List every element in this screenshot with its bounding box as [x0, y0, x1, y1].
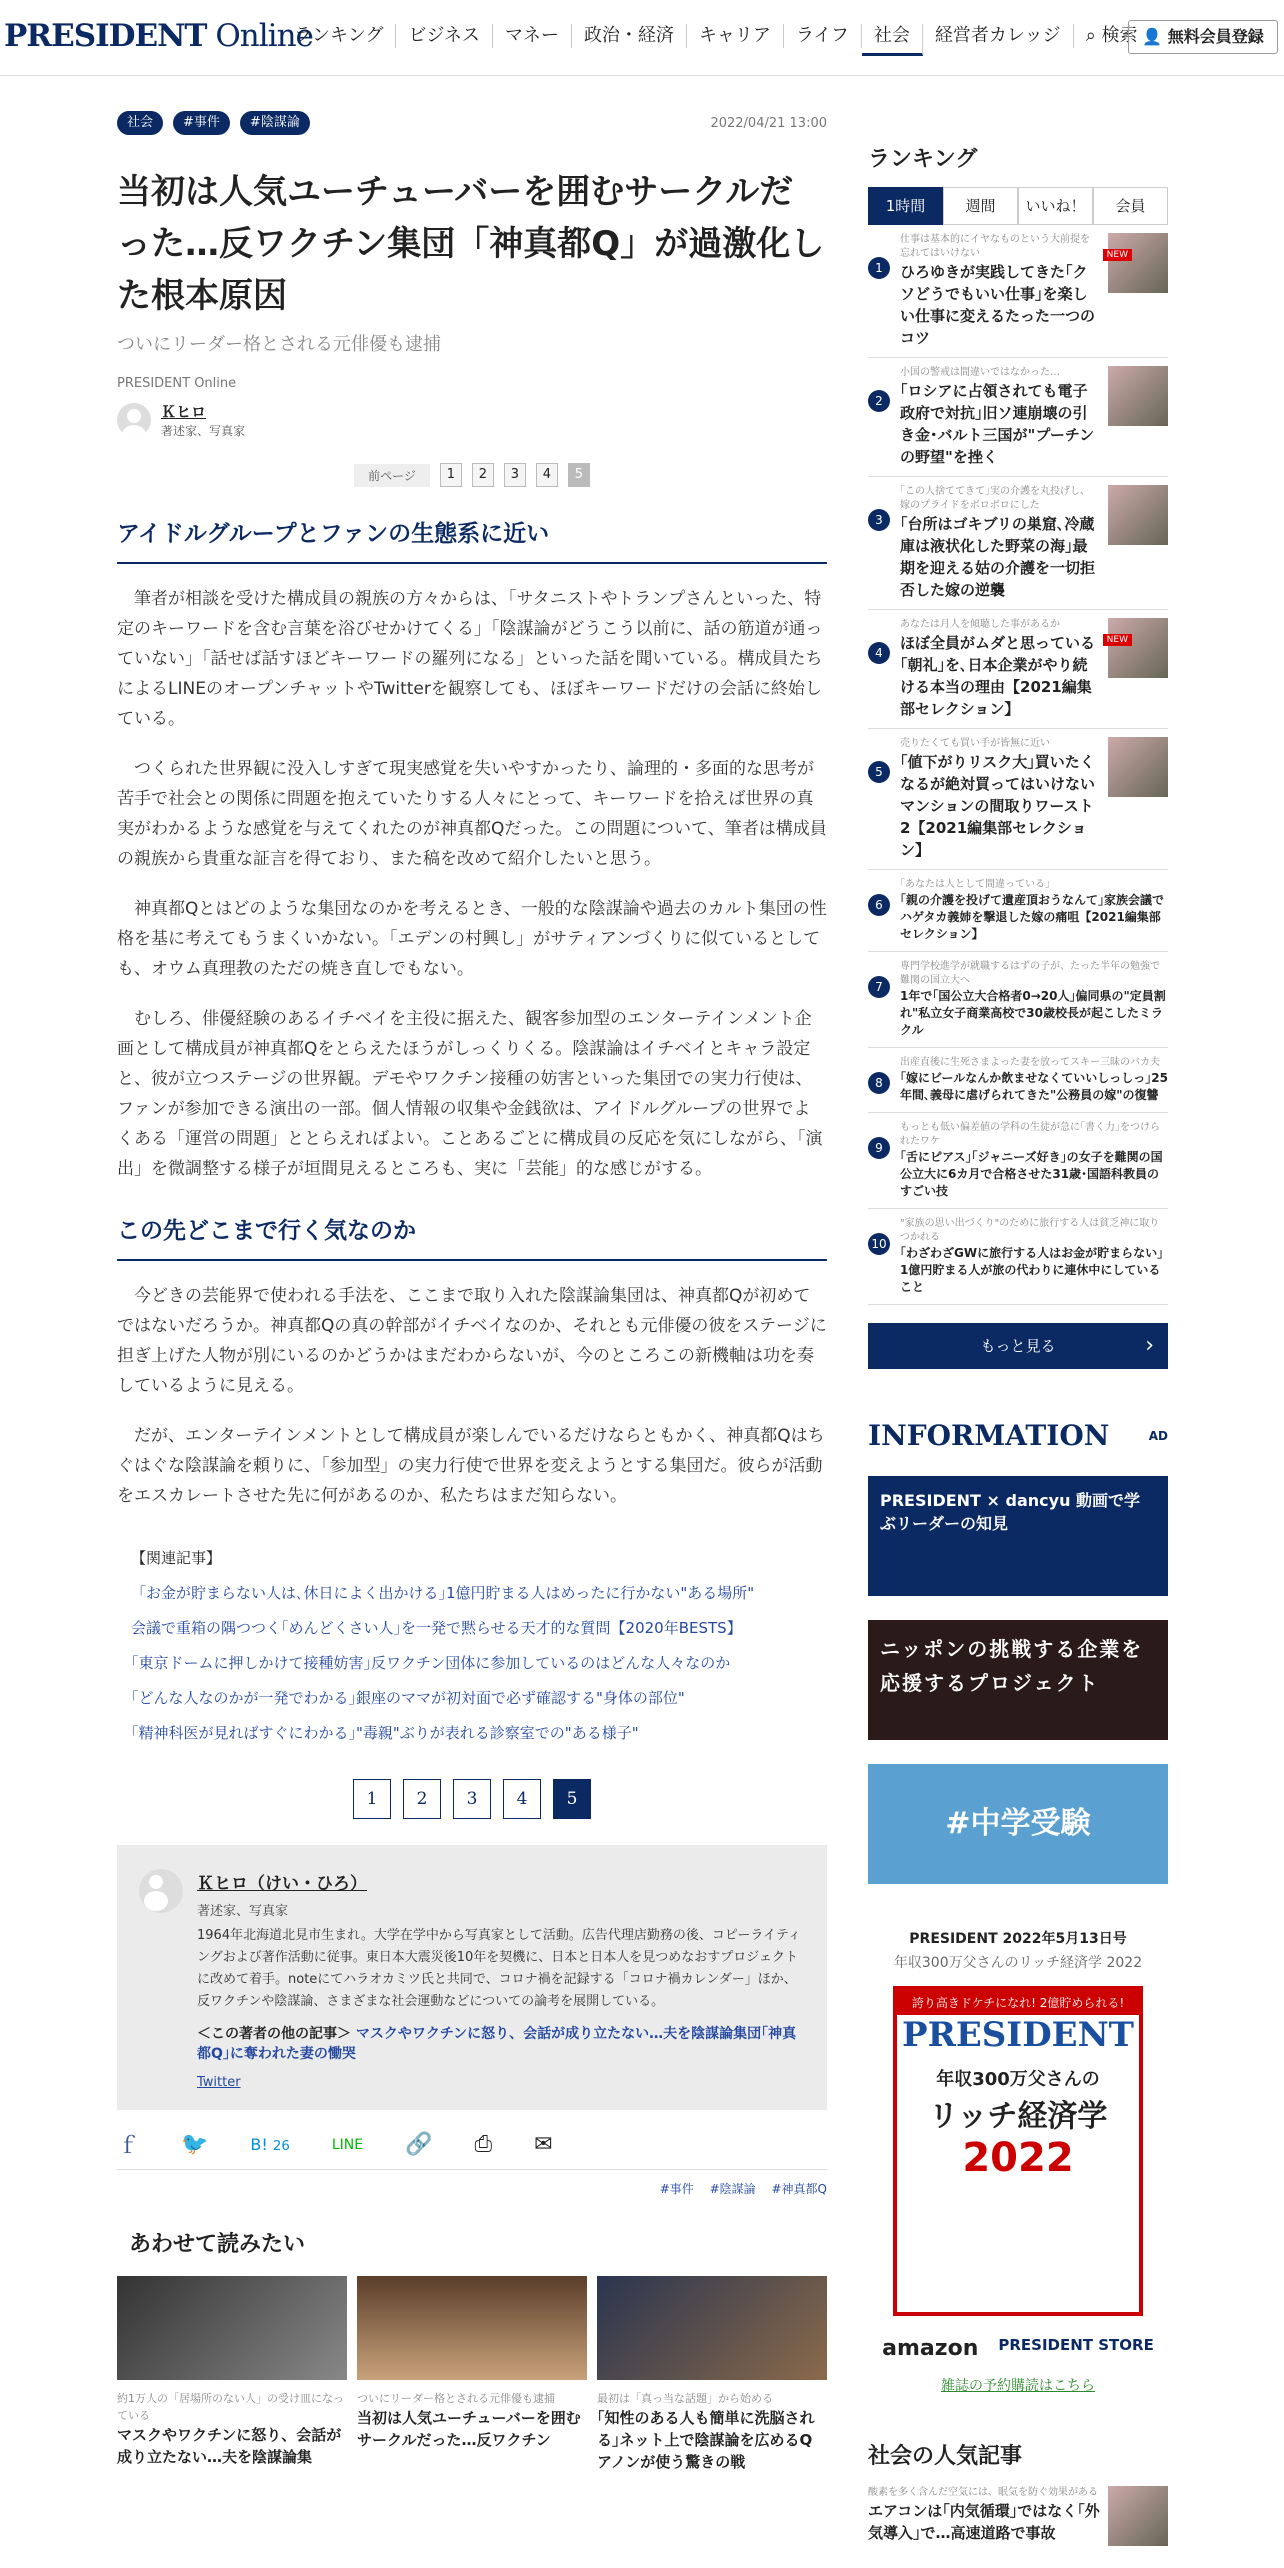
- article-card[interactable]: [597, 2276, 827, 2473]
- related-heading: 【関連記事】: [131, 1549, 222, 1567]
- pager-top: [117, 463, 827, 487]
- nav-politics[interactable]: 政治・経済: [572, 24, 687, 48]
- social-lead: 酸素を多く含んだ空気には、眠気を防ぐ効果がある: [868, 2487, 1098, 2498]
- paragraph: 神真都Qとはどのような集団なのかを考えるとき、一般的な陰謀論や過去のカルト集団の性格を基に考えてもうまくいかない。「エデンの村興し」がサティアンづくりに似ているとしても、オウム真理教のただの焼き直しでもない。: [117, 899, 827, 979]
- rank-title: ｢ロシアに占領されても電子政府で対抗｣旧ソ連崩壊の引き金･バルト三国が"プーチンの野望"を挫く: [900, 382, 1095, 466]
- ranking-tabs: [868, 187, 1168, 225]
- page-2[interactable]: 2: [472, 463, 494, 487]
- ranking-item[interactable]: [868, 1048, 1168, 1113]
- store-links: [868, 2336, 1168, 2361]
- card-image: [597, 2276, 827, 2380]
- page-3[interactable]: 3: [504, 463, 526, 487]
- rank-lead: 小国の警戒は間違いではなかった…: [900, 367, 1060, 378]
- rank-lead: ｢この人捨ててきて｣実の介護を丸投げし、嫁のプライドをボロボロにした: [900, 486, 1090, 511]
- rank-lead: 仕事は基本的にイヤなものという大前提を忘れてはいけない: [900, 234, 1090, 259]
- nav-career[interactable]: キャリア: [687, 24, 784, 48]
- article-source: PRESIDENT Online: [117, 376, 237, 391]
- rank-lead: "家族の思い出づくり"のために旅行する人は貧乏神に取りつかれる: [900, 1218, 1160, 1243]
- ranking-item[interactable]: [868, 225, 1168, 358]
- author-role: 著述家、写真家: [161, 424, 246, 438]
- ad-label: AD: [1148, 1429, 1168, 1443]
- card-lead: ついにリーダー格とされる元俳優も逮捕: [357, 2392, 555, 2405]
- paragraph: だが、エンターテインメントとして構成員が楽しんでいるだけならともかく、神真都Qはちぐはぐな陰謀論を頼りに、「参加型」の実力行使で世界を変えようとする集団だ。彼らが活動をエスカレートさせた先に何があるのか、私たちはまだ知らない。: [117, 1426, 825, 1506]
- facebook-icon[interactable]: ｆ: [117, 2134, 140, 2159]
- related-link[interactable]: ｢精神科医が見ればすぐにわかる｣"毒親"ぶりが表れる診察室での"ある様子": [131, 1724, 639, 1742]
- section-heading: この先どこまで行く気なのか: [117, 1212, 827, 1261]
- hatena-icon[interactable]: B! 26: [250, 2135, 290, 2154]
- rank-lead: あなたは月人を傾聴した事があるか: [900, 619, 1060, 630]
- rank-number: 3: [868, 509, 890, 531]
- rank-number: 4: [868, 642, 890, 664]
- avatar: [139, 1869, 183, 1913]
- rank-title: ｢嫁にビールなんか飲ませなくていいしっしっ｣25年間､義母に虐げられてきた"公務員の嫁"の復讐: [900, 1071, 1168, 1102]
- paragraph: つくられた世界観に没入しすぎて現実感覚を失いやすかったり、論理的・多面的な思考が苦手で社会との関係に問題を抱えていたりする人々にとって、キーワードを拾えば世界の真実がわかるような感覚を与えてくれたのが神真都Qだった。この問題について、筆者は構成員の親族から貴重な証言を得ており、また稿を改めて紹介したいと思う。: [117, 759, 827, 869]
- rank-lead: 専門学校進学が就職するはずの子が、たった半年の勉強で難関の国立大へ: [900, 961, 1160, 986]
- ranking-item[interactable]: [868, 870, 1168, 952]
- avatar: [117, 403, 151, 437]
- rank-number: 5: [868, 761, 890, 783]
- profile-more-label: ＜この著者の他の記事＞: [197, 2026, 356, 2042]
- section-heading: アイドルグループとファンの生態系に近い: [117, 515, 827, 564]
- rank-thumbnail: [1108, 737, 1168, 797]
- rank-number: 9: [868, 1137, 890, 1159]
- card-image: [117, 2276, 347, 2380]
- related-link[interactable]: ｢どんな人なのかが一発でわかる｣銀座のママが初対面で必ず確認する"身体の部位": [131, 1689, 685, 1707]
- mail-icon[interactable]: ✉: [534, 2132, 553, 2157]
- card-lead: 約1万人の「居場所のない人」の受け皿になっている: [117, 2392, 344, 2422]
- new-badge: NEW: [1103, 634, 1132, 646]
- rank-lead: もっとも低い偏差値の学科の生徒が急に｢書く力｣をつけられたワケ: [900, 1122, 1160, 1147]
- also-read-heading: あわせて読みたい: [129, 2232, 306, 2257]
- ranking-item[interactable]: [868, 952, 1168, 1048]
- rank-lead: 売りたくても買い手が皆無に近い: [900, 738, 1050, 749]
- ranking-list: [868, 225, 1168, 1305]
- link-icon[interactable]: 🔗: [405, 2132, 433, 2157]
- related-link[interactable]: 会議で重箱の隅つつく｢めんどくさい人｣を一発で黙らせる天才的な質問【2020年BESTS】: [131, 1619, 742, 1637]
- rank-lead: 出産直後に生死さまよった妻を放ってスキー三昧のバカ夫: [900, 1057, 1160, 1068]
- site-header: [0, 0, 1284, 76]
- rank-number: 8: [868, 1072, 890, 1094]
- page-3[interactable]: 3: [453, 1779, 491, 1819]
- signup-button[interactable]: 👤 無料会員登録: [1128, 20, 1278, 54]
- profile-bio: 1964年北海道北見市生まれ。大学在学中から写真家として活動。広告代理店勤務の後、コピーライティングおよび著作活動に従事。東日本大震災後10年を契機に、日本と日本人を見つめなおすプロジェクトに改めて着手。noteにてハラオカミツ氏と共同で、コロナ禍を記録する「コロナ禍カレンダー」ほか、反ワクチンや陰謀論、さまざまな社会運動などについての論考を展開している。: [197, 1928, 801, 2009]
- new-badge: NEW: [1103, 249, 1132, 261]
- print-icon[interactable]: ⎙: [474, 2132, 493, 2157]
- twitter-icon[interactable]: 🐦: [181, 2132, 209, 2157]
- nav-college[interactable]: 経営者カレッジ: [923, 24, 1074, 48]
- paragraph: 今どきの芸能界で使われる手法を、ここまで取り入れた陰謀論集団は、神真都Qが初めてではないだろうか。神真都Qの真の幹部がイチベイなのか、それとも元俳優の彼をステージに担ぎ上げた人物が別にいるのかどうかはまだわからないが、今のところこの新機軸は功を奏しているように見える。: [117, 1286, 827, 1396]
- tab-hourly[interactable]: 1時間: [868, 187, 943, 225]
- prev-page-button[interactable]: 前ページ: [354, 464, 430, 487]
- article-card[interactable]: [117, 2276, 347, 2473]
- also-read-cards: [117, 2276, 827, 2473]
- card-lead: 最初は「真っ当な話題」から始める: [597, 2392, 773, 2405]
- nav-life[interactable]: ライフ: [784, 24, 862, 48]
- rank-thumbnail: [1108, 233, 1168, 293]
- share-count: 26: [272, 2139, 290, 2154]
- social-title: エアコンは｢内気循環｣ではなく｢外気導入｣で…高速道路で事故: [868, 2502, 1100, 2542]
- twitter-link[interactable]: Twitter: [197, 2075, 241, 2090]
- ranking-item[interactable]: [868, 1113, 1168, 1209]
- nav-search[interactable]: ⌕ 検索: [1085, 25, 1138, 46]
- information-heading: INFORMATION AD: [868, 1419, 1168, 1452]
- page-5[interactable]: 5: [553, 1779, 591, 1819]
- ranking-item[interactable]: [868, 610, 1168, 729]
- profile-more: [197, 2023, 805, 2063]
- rank-title: ｢親の介護を投げて遺産頂おうなんて｣家族会議でハゲタカ義姉を撃退した嫁の痛咀【2021編集部セレクション】: [900, 893, 1165, 941]
- ranking-item[interactable]: [868, 477, 1168, 610]
- cover-year: 2022: [962, 2135, 1074, 2181]
- cover-line: リッチ経済学: [928, 2099, 1108, 2134]
- tab-members[interactable]: 会員: [1093, 187, 1168, 225]
- article-title: 当初は人気ユーチューバーを囲むサークルだった…反ワクチン集団「神真都Q」が過激化した根本原因: [117, 172, 825, 316]
- rank-title: ｢値下がりリスク大｣買いたくなるが絶対買ってはいけないマンションの間取りワースト2【2021編集部セレクション】: [900, 753, 1096, 859]
- rank-title: ｢台所はゴキブリの巣窟､冷蔵庫は液状化した野菜の海｣最期を迎える姑の介護を一切拒否した嫁の逆襲: [900, 515, 1096, 599]
- cover-line: 年収300万父さんの: [936, 2069, 1100, 2090]
- nav-society[interactable]: 社会: [862, 24, 923, 56]
- author-block: [117, 401, 827, 439]
- ranking-item[interactable]: [868, 358, 1168, 477]
- card-title: マスクやワクチンに怒り、会話が成り立たない…夫を陰謀論集: [117, 2426, 342, 2466]
- article-card[interactable]: [357, 2276, 587, 2473]
- rank-title: ｢わざわざGWに旅行する人はお金が貯まらない｣1億円貯まる人が旅の代わりに連休中にしていること: [900, 1246, 1164, 1294]
- paragraph: 筆者が相談を受けた構成員の親族の方々からは、「サタニストやトランプさんといった、特定のキーワードを含む言葉を浴びせかけてくる」「陰謀論がどうこう以前に、話の筋道が通っていない」「話せば話すほどキーワードの羅列になる」といった話を聞いている。構成員たちによるLINEのオープンチャットやTwitterを観察しても、ほぼキーワードだけの会話に終始している。: [117, 589, 823, 729]
- author-profile: [117, 1845, 827, 2110]
- tab-likes[interactable]: いいね！: [1018, 187, 1093, 225]
- nav-business[interactable]: ビジネス: [396, 24, 492, 48]
- share-bar: [117, 2120, 827, 2170]
- rank-number: 10: [868, 1233, 890, 1255]
- page-1[interactable]: 1: [440, 463, 462, 487]
- main-nav: [282, 24, 1150, 54]
- magazine-issue: PRESIDENT 2022年5月13日号: [909, 1931, 1127, 1947]
- preorder-link[interactable]: 雑誌の予約購読はこちら: [941, 2378, 1095, 2394]
- amazon-link[interactable]: amazon: [882, 2336, 979, 2361]
- article-subtitle: ついにリーダー格とされる元俳優も逮捕: [117, 334, 441, 355]
- magazine-cover[interactable]: [893, 1986, 1143, 2316]
- page-5[interactable]: 5: [568, 463, 590, 487]
- rank-title: 1年で｢国公立大合格者0→20人｣偏同県の"定員割れ"私立女子商業高校で30歳校長が起こしたミラクル: [900, 989, 1166, 1037]
- rank-number: 6: [868, 894, 890, 916]
- author-name[interactable]: Ｋヒロ: [161, 403, 207, 421]
- nav-ranking[interactable]: ランキング: [282, 24, 396, 48]
- magazine-subtitle: 年収300万父さんのリッチ経済学 2022: [893, 1955, 1143, 1971]
- cover-logo: PRESIDENT: [902, 2015, 1134, 2055]
- related-link[interactable]: ｢東京ドームに押しかけて接種妨害｣反ワクチン団体に参加しているのはどんな人々なのか: [131, 1654, 731, 1672]
- ranking-heading: ランキング: [868, 147, 978, 172]
- rank-thumbnail: [1108, 485, 1168, 545]
- card-title: ｢知性のある人も簡単に洗脳される｣ネット上で陰謀論を広めるQアノンが使う驚きの戦: [597, 2409, 815, 2471]
- juken-banner[interactable]: #中学受験: [868, 1764, 1168, 1884]
- page-1[interactable]: 1: [353, 1779, 391, 1819]
- card-title: 当初は人気ユーチューバーを囲むサークルだった…反ワクチン: [357, 2409, 581, 2449]
- rank-number: 1: [868, 257, 890, 279]
- nippon-banner[interactable]: ニッポンの挑戦する企業を応援するプロジェクト: [868, 1620, 1168, 1740]
- rank-title: ひろゆきが実践してきた｢クソどうでもいい仕事｣を楽しい仕事に変えるたった一つのコツ: [900, 263, 1096, 347]
- tab-weekly[interactable]: 週間: [943, 187, 1018, 225]
- line-icon[interactable]: LINE: [331, 2136, 364, 2153]
- sidebar: [868, 142, 1168, 2546]
- more-button[interactable]: もっと見る ›: [868, 1323, 1168, 1369]
- paragraph: むしろ、俳優経験のあるイチベイを主役に据えた、観客参加型のエンターテインメント企画として構成員が神真都Qをとらえたほうがしっくりくる。陰謀論はイチベイとキャラ設定と、彼が立つステージの世界観。デモやワクチン接種の妨害といった集団での実力行使は、ファンが参加できる演出の一部。個人情報の収集や金銭欲は、アイドルグループの世界でよくある「運営の問題」ととらえればよい。ことあるごとに構成員の反応を気にしながら、「演出」を微調整する様子が垣間見えるところも、実に「芸能」的な感じがする。: [117, 1009, 823, 1179]
- page-2[interactable]: 2: [403, 1779, 441, 1819]
- page-4[interactable]: 4: [503, 1779, 541, 1819]
- social-popular-heading: 社会の人気記事: [868, 2444, 1023, 2469]
- article: [117, 110, 827, 2473]
- ranking-item[interactable]: [868, 1209, 1168, 1305]
- tag-society[interactable]: 社会: [117, 111, 163, 135]
- publish-date: 2022/04/21 13:00: [710, 116, 827, 131]
- rank-thumbnail: [1108, 618, 1168, 678]
- rank-thumbnail: [1108, 366, 1168, 426]
- president-store-link[interactable]: PRESIDENT STORE: [998, 2336, 1154, 2354]
- site-logo[interactable]: PRESIDENT Online: [4, 18, 313, 54]
- page-4[interactable]: 4: [536, 463, 558, 487]
- tag-incident[interactable]: #事件: [173, 111, 230, 135]
- rank-lead: ｢あなたは人として間違っている｣: [900, 879, 1050, 890]
- rank-number: 2: [868, 390, 890, 412]
- social-item[interactable]: [868, 2486, 1168, 2546]
- dancyu-banner[interactable]: PRESIDENT × dancyu 動画で学ぶリーダーの知見: [868, 1476, 1168, 1596]
- rank-number: 7: [868, 976, 890, 998]
- profile-role: 著述家、写真家: [197, 1904, 289, 1919]
- tag-conspiracy[interactable]: #陰謀論: [240, 111, 310, 135]
- social-thumbnail: [1108, 2486, 1168, 2546]
- pager-bottom: [117, 1779, 827, 1819]
- ranking-item[interactable]: [868, 729, 1168, 870]
- profile-more-link[interactable]: マスクやワクチンに怒り、会話が成り立たない…夫を陰謀論集団｢神真都Q｣に奪われた妻の慟哭: [197, 2026, 797, 2062]
- card-image: [357, 2276, 587, 2380]
- profile-name[interactable]: Ｋヒロ（けい・ひろ）: [197, 1874, 367, 1894]
- bottom-tags[interactable]: #事件 #陰謀論 #神真都Q: [659, 2182, 827, 2196]
- related-articles: [117, 1547, 827, 1743]
- rank-title: ほぼ全員がムダと思っている｢朝礼｣を､日本企業がやり続ける本当の理由【2021編集部セレクション】: [900, 634, 1096, 718]
- cover-top: 誇り高きドケチになれ! 2億貯められる!: [897, 1990, 1139, 2015]
- related-link[interactable]: 「お金が貯まらない人は､休日によく出かける｣1億円貯まる人はめったに行かない"ある場所": [131, 1584, 755, 1602]
- nav-money[interactable]: マネー: [493, 24, 572, 48]
- rank-title: ｢舌にピアス｣｢ジャニーズ好き｣の女子を難関の国公立大に6カ月で合格させた31歳･国語科教員のすごい技: [900, 1150, 1163, 1198]
